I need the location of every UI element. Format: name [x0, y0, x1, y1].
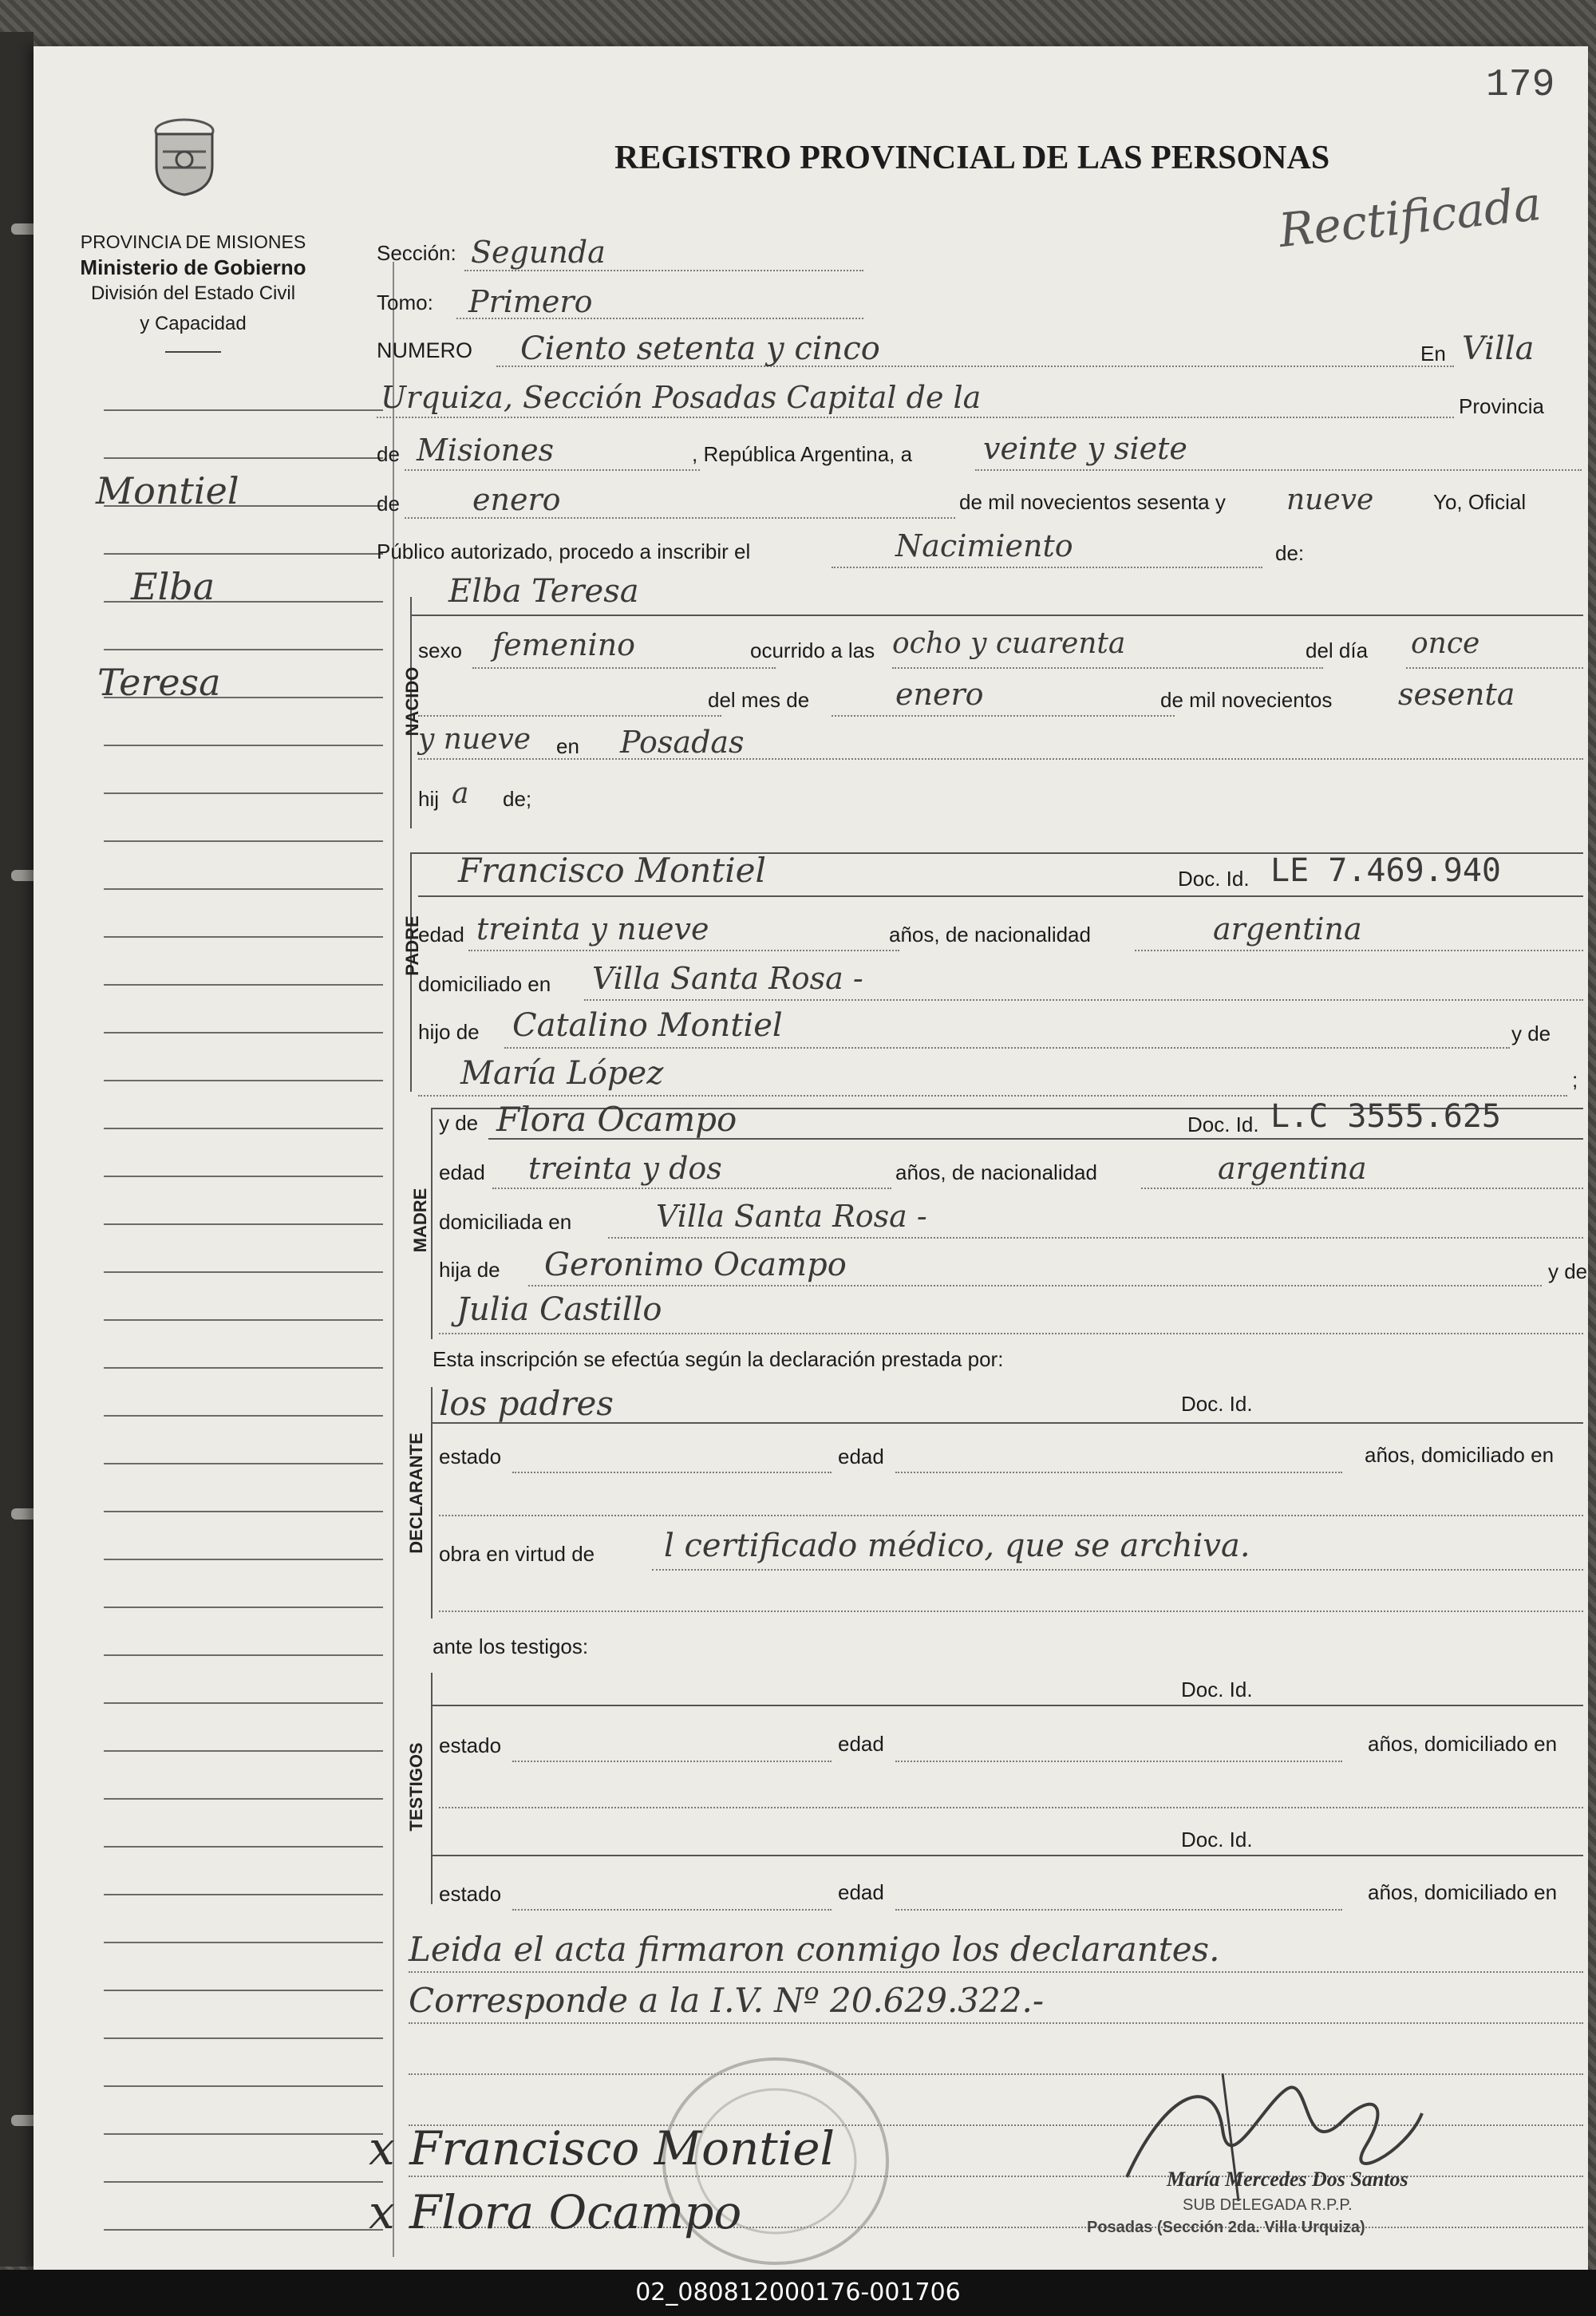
label-de-semi: de; — [503, 787, 532, 811]
page-title: REGISTRO PROVINCIAL DE LAS PERSONAS — [614, 140, 1330, 176]
value-obra: l certificado médico, que se archiva. — [664, 1528, 1250, 1564]
label-declarante-estado: estado — [439, 1445, 502, 1468]
label-ocurrido: ocurrido a las — [750, 638, 875, 662]
value-lugar-nac: Posadas — [620, 725, 745, 760]
margin-first-name: Elba — [131, 565, 215, 608]
value-madre-edad: treinta y dos — [528, 1151, 722, 1186]
org-ministry: Ministerio de Gobierno — [80, 255, 306, 279]
label-testigo2-estado: estado — [439, 1882, 502, 1906]
label-testigo2-doc: Doc. Id. — [1181, 1828, 1253, 1852]
value-en: Villa — [1462, 330, 1535, 367]
value-dia-nac: once — [1411, 627, 1480, 660]
signature-mother: x Flora Ocampo — [369, 2185, 742, 2239]
section-label-nacido: NACIDO — [402, 666, 422, 737]
label-numero: NUMERO — [377, 338, 472, 362]
label-padre-edad: edad — [418, 923, 464, 947]
value-madre-madre: Julia Castillo — [456, 1291, 662, 1328]
madre-bracket — [431, 1108, 433, 1339]
label-del-dia: del día — [1306, 638, 1369, 662]
value-lugar: Urquiza, Sección Posadas Capital de la — [381, 380, 982, 415]
value-madre-dom: Villa Santa Rosa - — [656, 1199, 927, 1234]
value-mes: enero — [472, 482, 561, 517]
org-capacity: y Capacidad — [140, 313, 247, 334]
value-madre-doc: L.C 3555.625 — [1270, 1098, 1501, 1135]
register-page — [34, 46, 1588, 2270]
label-declarante-doc: Doc. Id. — [1181, 1392, 1253, 1416]
note-read-signed: Leida el acta firmaron conmigo los declarantes. — [409, 1930, 1220, 1969]
value-anio: nueve — [1286, 484, 1374, 516]
value-padre: Francisco Montiel — [458, 851, 766, 890]
value-dia: veinte y siete — [983, 431, 1187, 466]
label-de-mil: de mil novecientos — [1160, 688, 1333, 712]
org-division: División del Estado Civil — [90, 283, 296, 304]
label-en-2: en — [556, 734, 579, 758]
signature-father: x Francisco Montiel — [369, 2121, 836, 2176]
label-seccion: Sección: — [377, 241, 456, 265]
value-anio-nac-2: y nueve — [418, 723, 531, 756]
label-republica: , República Argentina, a — [692, 442, 913, 466]
value-padre-doc: LE 7.469.940 — [1270, 852, 1501, 889]
value-hij-suffix: a — [452, 777, 469, 810]
label-madre-doc: Doc. Id. — [1187, 1113, 1259, 1136]
label-obra: obra en virtud de — [439, 1542, 595, 1566]
label-madre-hija-de: hija de — [439, 1258, 500, 1282]
label-testigo2-anos: años, domiciliado en — [1368, 1880, 1558, 1904]
section-label-padre: PADRE — [402, 915, 422, 976]
book-gutter — [0, 32, 34, 2267]
label-declaracion: Esta inscripción se efectúa según la declaración prestada por: — [433, 1347, 1004, 1371]
label-padre-dom: domiciliado en — [418, 972, 551, 996]
note-identity-number: Corresponde a la I.V. Nº 20.629.322.- — [409, 1981, 1045, 2020]
margin-second-name: Teresa — [97, 661, 221, 704]
value-padre-hijo-de: Catalino Montiel — [512, 1007, 783, 1044]
value-seccion: Segunda — [471, 235, 606, 270]
label-testigo1-doc: Doc. Id. — [1181, 1678, 1253, 1701]
value-padre-edad: treinta y nueve — [476, 911, 709, 947]
label-declarante-edad: edad — [838, 1445, 884, 1468]
value-declarante: los padres — [439, 1384, 614, 1423]
label-testigo1-anos: años, domiciliado en — [1368, 1732, 1558, 1756]
label-madre-dom: domiciliada en — [439, 1210, 572, 1234]
label-padre-doc: Doc. Id. — [1178, 867, 1250, 891]
value-mes-nac: enero — [895, 677, 984, 712]
label-de-2: de — [377, 492, 400, 516]
value-tomo: Primero — [468, 284, 593, 319]
value-nombre: Elba Teresa — [448, 573, 639, 610]
page-number: 179 — [1486, 64, 1555, 107]
label-yo-oficial: Yo, Oficial — [1433, 490, 1527, 514]
label-en: En — [1420, 342, 1446, 366]
official-office: Posadas (Sección 2da. Villa Urquiza) — [1087, 2219, 1365, 2236]
org-province: PROVINCIA DE MISIONES — [80, 231, 306, 252]
value-padre-dom: Villa Santa Rosa - — [592, 961, 863, 996]
section-label-testigos: TESTIGOS — [406, 1742, 426, 1832]
margin-column — [65, 358, 385, 2265]
label-declarante-anos: años, domiciliado en — [1365, 1443, 1555, 1467]
provincial-seal-icon — [152, 117, 217, 196]
section-label-declarante: DECLARANTE — [406, 1433, 426, 1554]
value-padre-madre: María López — [460, 1055, 664, 1092]
value-provincia: Misiones — [417, 433, 555, 468]
label-de-mil-sesenta: de mil novecientos sesenta y — [959, 490, 1226, 514]
label-madre-y-de: y de — [439, 1111, 479, 1135]
label-del-mes: del mes de — [708, 688, 810, 712]
label-de: de — [377, 442, 400, 466]
label-testigo2-edad: edad — [838, 1880, 884, 1904]
value-anio-nac: sesenta — [1398, 677, 1515, 712]
official-title: SUB DELEGADA R.P.P. — [1183, 2196, 1353, 2214]
official-name: María Mercedes Dos Santos — [1167, 2168, 1408, 2191]
value-madre-nac: argentina — [1218, 1151, 1367, 1186]
label-padre-hijo-de: hijo de — [418, 1020, 480, 1044]
official-signature-icon — [1103, 2057, 1438, 2217]
label-madre-nac: años, de nacionalidad — [895, 1160, 1097, 1184]
label-hij: hij — [418, 787, 440, 811]
label-madre-edad: edad — [439, 1160, 485, 1184]
label-testigo1-estado: estado — [439, 1733, 502, 1757]
value-padre-nac: argentina — [1213, 911, 1362, 947]
testigos-bracket — [431, 1673, 433, 1904]
section-label-madre: MADRE — [410, 1188, 430, 1253]
margin-surname: Montiel — [96, 469, 239, 512]
value-numero: Ciento setenta y cinco — [520, 330, 880, 367]
label-testigos: ante los testigos: — [433, 1634, 589, 1658]
label-padre-y-de: y de — [1511, 1022, 1551, 1045]
label-testigo1-edad: edad — [838, 1732, 884, 1756]
value-hora: ocho y cuarenta — [892, 627, 1126, 660]
label-padre-nac: años, de nacionalidad — [889, 923, 1091, 947]
value-acto: Nacimiento — [895, 528, 1073, 563]
label-sexo: sexo — [418, 638, 462, 662]
org-underline — [165, 351, 221, 353]
image-id-footer: 02_080812000176-001706 — [0, 2270, 1596, 2316]
label-madre-y-de-2: y de — [1548, 1259, 1588, 1283]
label-tomo: Tomo: — [377, 290, 433, 314]
correction-annotation: Rectificada — [1276, 176, 1544, 259]
value-madre-hija-de: Geronimo Ocampo — [544, 1247, 847, 1283]
value-madre: Flora Ocampo — [496, 1100, 737, 1139]
label-publico: Público autorizado, procedo a inscribir el — [377, 539, 751, 563]
label-de-3: de: — [1275, 541, 1305, 565]
value-sexo: femenino — [492, 627, 636, 662]
label-semicolon: ; — [1572, 1068, 1578, 1092]
label-provincia: Provincia — [1459, 394, 1544, 418]
